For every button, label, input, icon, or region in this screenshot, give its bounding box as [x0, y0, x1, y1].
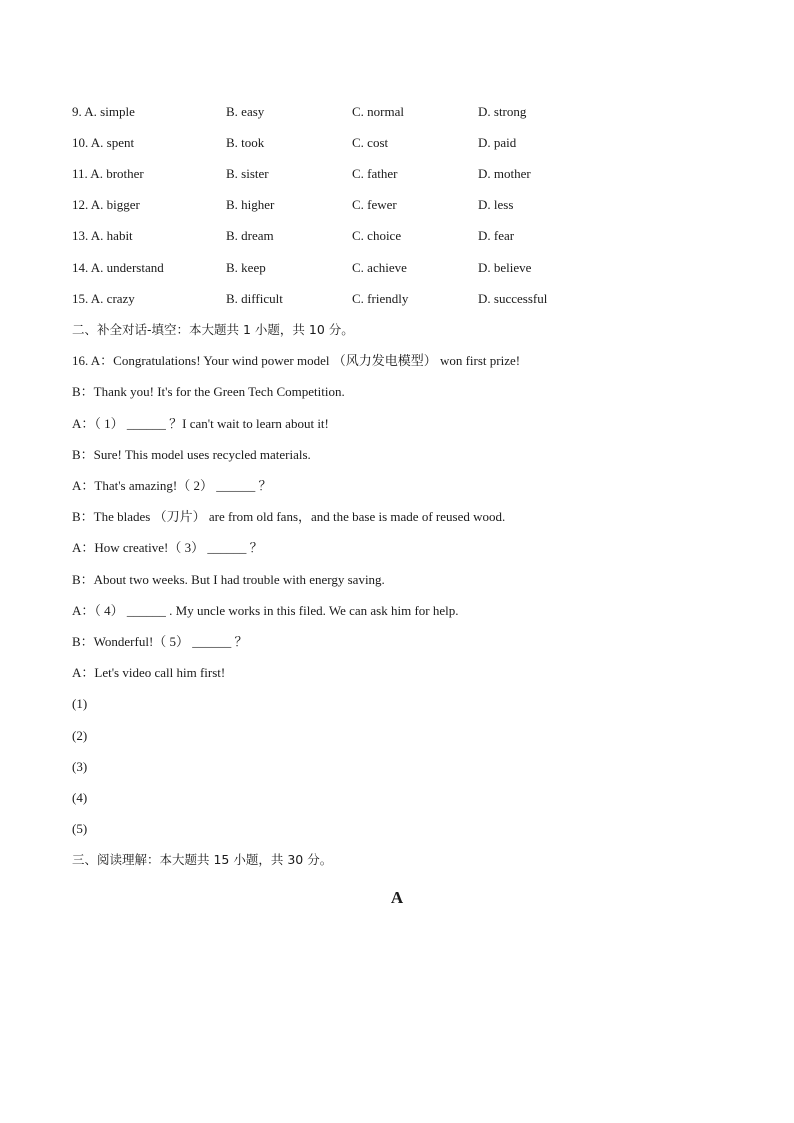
option-row — [72, 195, 732, 215]
option-a: 13. A. habit — [72, 228, 133, 243]
option-row — [72, 258, 732, 278]
option-d: D. strong — [478, 104, 527, 119]
option-d: D. fear — [478, 228, 515, 243]
option-b: B. difficult — [226, 291, 283, 306]
option-b: B. took — [226, 135, 265, 150]
option-a: 15. A. crazy — [72, 291, 135, 306]
dialogue-line: B：Sure! This model uses recycled materials. — [72, 447, 311, 462]
dialogue-line: A：（ 4） ______ . My uncle works in this filed. We can ask him for help. — [72, 603, 459, 618]
dialogue-line: A：How creative!（ 3） ______ ？ — [72, 540, 263, 555]
option-a: 12. A. bigger — [72, 197, 140, 212]
option-row — [72, 102, 732, 122]
section-heading: 二、补全对话-填空：本大题共 1 小题，共 10 分。 — [72, 322, 354, 337]
option-b: B. keep — [226, 260, 266, 275]
dialogue-line: A：（ 1） ______ ？I can't wait to learn about it! — [72, 416, 329, 431]
option-b: B. dream — [226, 228, 274, 243]
answer-label: (1) — [72, 696, 88, 711]
option-a: 11. A. brother — [72, 166, 144, 181]
answer-label: (3) — [72, 759, 88, 774]
option-row — [72, 289, 732, 309]
dialogue-line: A：That's amazing!（ 2） ______ ？ — [72, 478, 272, 493]
option-d: D. mother — [478, 166, 531, 181]
dialogue-line: 16. A：Congratulations! Your wind power model （风力发电模型） won first prize! — [72, 353, 521, 368]
option-c: C. achieve — [352, 260, 407, 275]
option-b: B. easy — [226, 104, 265, 119]
answer-label: (5) — [72, 821, 88, 836]
option-row — [72, 164, 732, 184]
option-c: C. friendly — [352, 291, 409, 306]
section-heading: 三、阅读理解：本大题共 15 小题，共 30 分。 — [72, 852, 333, 867]
dialogue-line: B：The blades （刀片） are from old fans，and the base is made of reused wood. — [72, 509, 506, 524]
passage-title: A — [390, 888, 404, 907]
option-b: B. sister — [226, 166, 269, 181]
dialogue-line: B：Wonderful!（ 5） ______ ？ — [72, 634, 248, 649]
option-d: D. successful — [478, 291, 548, 306]
option-c: C. cost — [352, 135, 389, 150]
option-row — [72, 133, 732, 153]
option-c: C. choice — [352, 228, 402, 243]
option-c: C. father — [352, 166, 398, 181]
answer-label: (2) — [72, 728, 88, 743]
option-a: 9. A. simple — [72, 104, 135, 119]
option-d: D. believe — [478, 260, 532, 275]
option-row — [72, 226, 732, 246]
answer-label: (4) — [72, 790, 88, 805]
dialogue-line: A：Let's video call him first! — [72, 665, 226, 680]
option-b: B. higher — [226, 197, 275, 212]
option-c: C. fewer — [352, 197, 397, 212]
option-d: D. paid — [478, 135, 517, 150]
dialogue-line: B：Thank you! It's for the Green Tech Competition. — [72, 384, 345, 399]
option-d: D. less — [478, 197, 514, 212]
option-c: C. normal — [352, 104, 404, 119]
option-a: 14. A. understand — [72, 260, 164, 275]
dialogue-line: B：About two weeks. But I had trouble with energy saving. — [72, 572, 385, 587]
option-a: 10. A. spent — [72, 135, 135, 150]
